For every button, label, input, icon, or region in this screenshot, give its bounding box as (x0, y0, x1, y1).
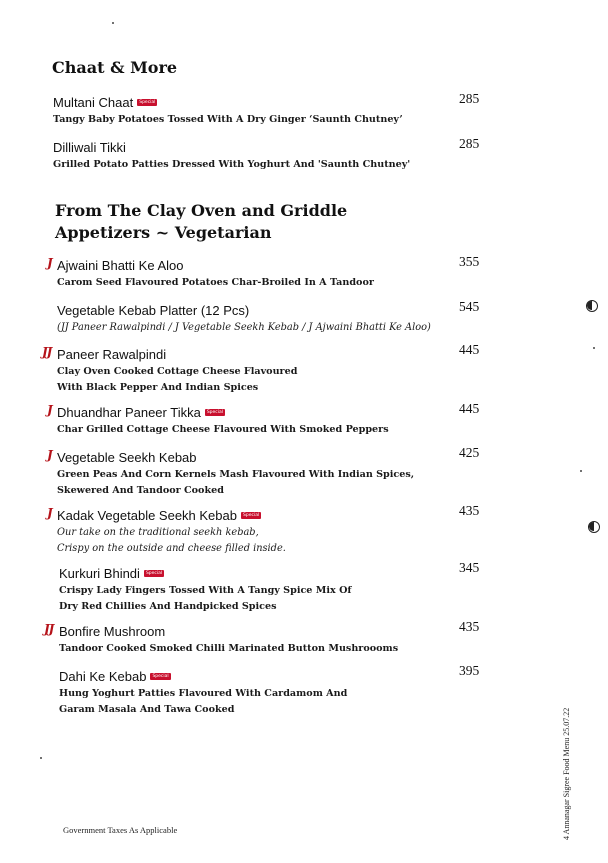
item-name: Ajwaini Bhatti Ke Aloo (57, 258, 184, 273)
taxes-note: Government Taxes As Applicable (63, 825, 178, 835)
item-description: Carom Seed Flavoured Potatoes Char-Broiled In A Tandoor (57, 277, 374, 288)
item-description: Char Grilled Cottage Cheese Flavoured With Smoked Peppers (57, 424, 389, 435)
menu-version-note: 4 Annanagar Sigree Food Menu 25.07.22 (562, 707, 571, 840)
item-name: Vegetable Seekh Kebab (57, 450, 197, 465)
item-name: Paneer Rawalpindi (57, 347, 167, 362)
chili-icon: JJ (42, 345, 52, 359)
item-description: Garam Masala And Tawa Cooked (59, 704, 235, 715)
item-price: 355 (459, 254, 480, 269)
item-name: Kadak Vegetable Seekh Kebab (57, 508, 237, 523)
item-description: Dry Red Chillies And Handpicked Spices (59, 601, 277, 612)
item-description: Tangy Baby Potatoes Tossed With A Dry Ginger ‘Saunth Chutney’ (53, 114, 403, 125)
item-price: 395 (459, 663, 480, 678)
item-description: Crispy Lady Fingers Tossed With A Tangy Spice Mix Of (59, 585, 352, 596)
section-title-clay-oven: From The Clay Oven and Griddle (55, 201, 348, 220)
special-badge: Special (139, 100, 156, 105)
binder-hole-icon (588, 521, 600, 533)
item-description: Hung Yoghurt Patties Flavoured With Cardamom And (59, 688, 348, 699)
paper-speck (112, 22, 114, 24)
item-price: 285 (459, 136, 480, 151)
special-badge: Special (242, 513, 260, 518)
chili-icon: JJ (44, 622, 54, 636)
item-description: Tandoor Cooked Smoked Chilli Marinated Button Mushroooms (59, 643, 399, 654)
paper-speck (40, 757, 42, 759)
item-price: 435 (459, 503, 480, 518)
chili-icon: J (47, 448, 52, 462)
item-description: Skewered And Tandoor Cooked (57, 485, 224, 496)
section-title-chaat: Chaat & More (52, 58, 178, 77)
paper-speck (593, 347, 595, 349)
item-name: Dhuandhar Paneer Tikka (57, 405, 201, 420)
special-badge: Special (206, 410, 224, 415)
item-price: 435 (459, 619, 480, 634)
item-description: (JJ Paneer Rawalpindi / J Vegetable Seekh Kebab / J Ajwaini Bhatti Ke Aloo) (57, 322, 431, 333)
item-description: Crispy on the outside and cheese filled inside. (57, 543, 286, 554)
item-price: 445 (459, 401, 480, 416)
item-name: Multani Chaat (53, 95, 134, 110)
item-description: Our take on the traditional seekh kebab, (57, 527, 259, 538)
paper-speck (580, 470, 582, 472)
item-name: Bonfire Mushroom (59, 624, 166, 639)
item-name: Vegetable Kebab Platter (12 Pcs) (57, 303, 250, 318)
item-name: Kurkuri Bhindi (59, 566, 140, 581)
item-price: 445 (459, 342, 480, 357)
section-subtitle-appetizers: Appetizers ~ Vegetarian (55, 223, 272, 242)
special-badge: Special (152, 674, 169, 679)
special-badge: Special (145, 571, 163, 576)
item-description: With Black Pepper And Indian Spices (57, 382, 259, 393)
item-price: 285 (459, 91, 480, 106)
item-name: Dahi Ke Kebab (59, 669, 147, 684)
item-description: Green Peas And Corn Kernels Mash Flavoured With Indian Spices, (57, 469, 415, 480)
chili-icon: J (47, 506, 52, 520)
item-price: 425 (459, 445, 480, 460)
item-price: 345 (459, 560, 480, 575)
chili-icon: J (47, 403, 52, 417)
binder-hole-icon (586, 300, 598, 312)
item-description: Grilled Potato Patties Dressed With Yoghurt And 'Saunth Chutney' (53, 159, 411, 170)
item-price: 545 (459, 299, 480, 314)
item-name: Dilliwali Tikki (53, 140, 126, 155)
chili-icon: J (47, 256, 52, 270)
item-description: Clay Oven Cooked Cottage Cheese Flavoured (57, 366, 298, 377)
